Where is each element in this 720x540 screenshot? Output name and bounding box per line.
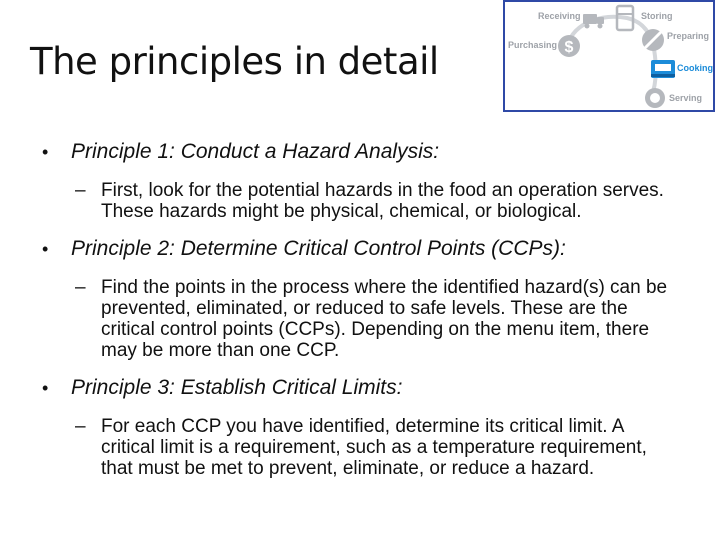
principle-1-title: Principle 1: Conduct a Hazard Analysis:	[71, 140, 440, 163]
knife-icon	[642, 29, 664, 51]
principle-1-text: First, look for the potential hazards in the food an operation serves. These hazards might be physical, chemical, or biological.	[101, 180, 664, 222]
principle-2-text: Find the points in the process where the identified hazard(s) can be prevented, eliminated, or reduced to safe levels. These are the critical control points (CCPs). Depending on the menu item, there may be more than one CCP.	[101, 277, 668, 361]
purchasing-label: Purchasing	[508, 40, 558, 50]
flow-of-food-diagram	[503, 0, 715, 112]
plate-icon	[645, 88, 665, 108]
principle-1-detail	[42, 180, 679, 222]
serving-label: Serving	[669, 93, 703, 103]
flow-arc	[564, 17, 656, 98]
preparing-label: Preparing	[667, 31, 710, 41]
dash: –	[75, 416, 86, 437]
dash: –	[75, 180, 86, 201]
bullet: •	[42, 142, 49, 162]
cooking-pot-icon	[651, 60, 675, 78]
dollar-icon	[558, 35, 580, 57]
bullet: •	[42, 239, 49, 259]
principle-1-heading	[42, 140, 702, 164]
storing-label: Storing	[641, 11, 673, 21]
principle-2-heading	[42, 237, 702, 261]
principle-3-detail	[42, 416, 679, 479]
principle-3-title: Principle 3: Establish Critical Limits:	[71, 376, 403, 399]
principle-3-heading	[42, 376, 702, 400]
dash: –	[75, 277, 86, 298]
principle-2-title: Principle 2: Determine Critical Control Points (CCPs):	[71, 237, 566, 260]
principle-3-text: For each CCP you have identified, determine its critical limit. A critical limit is a requirement, such as a temperature requirement, that must be met to prevent, eliminate, or reduce a hazard.	[101, 416, 647, 479]
principle-2-detail	[42, 277, 679, 361]
cooking-label: Cooking	[677, 63, 713, 73]
svg-text:$: $	[564, 39, 574, 56]
slide-title: The principles in detail	[30, 40, 439, 83]
bullet: •	[42, 378, 49, 398]
receiving-label: Receiving	[538, 11, 581, 21]
slide-body	[42, 140, 702, 494]
